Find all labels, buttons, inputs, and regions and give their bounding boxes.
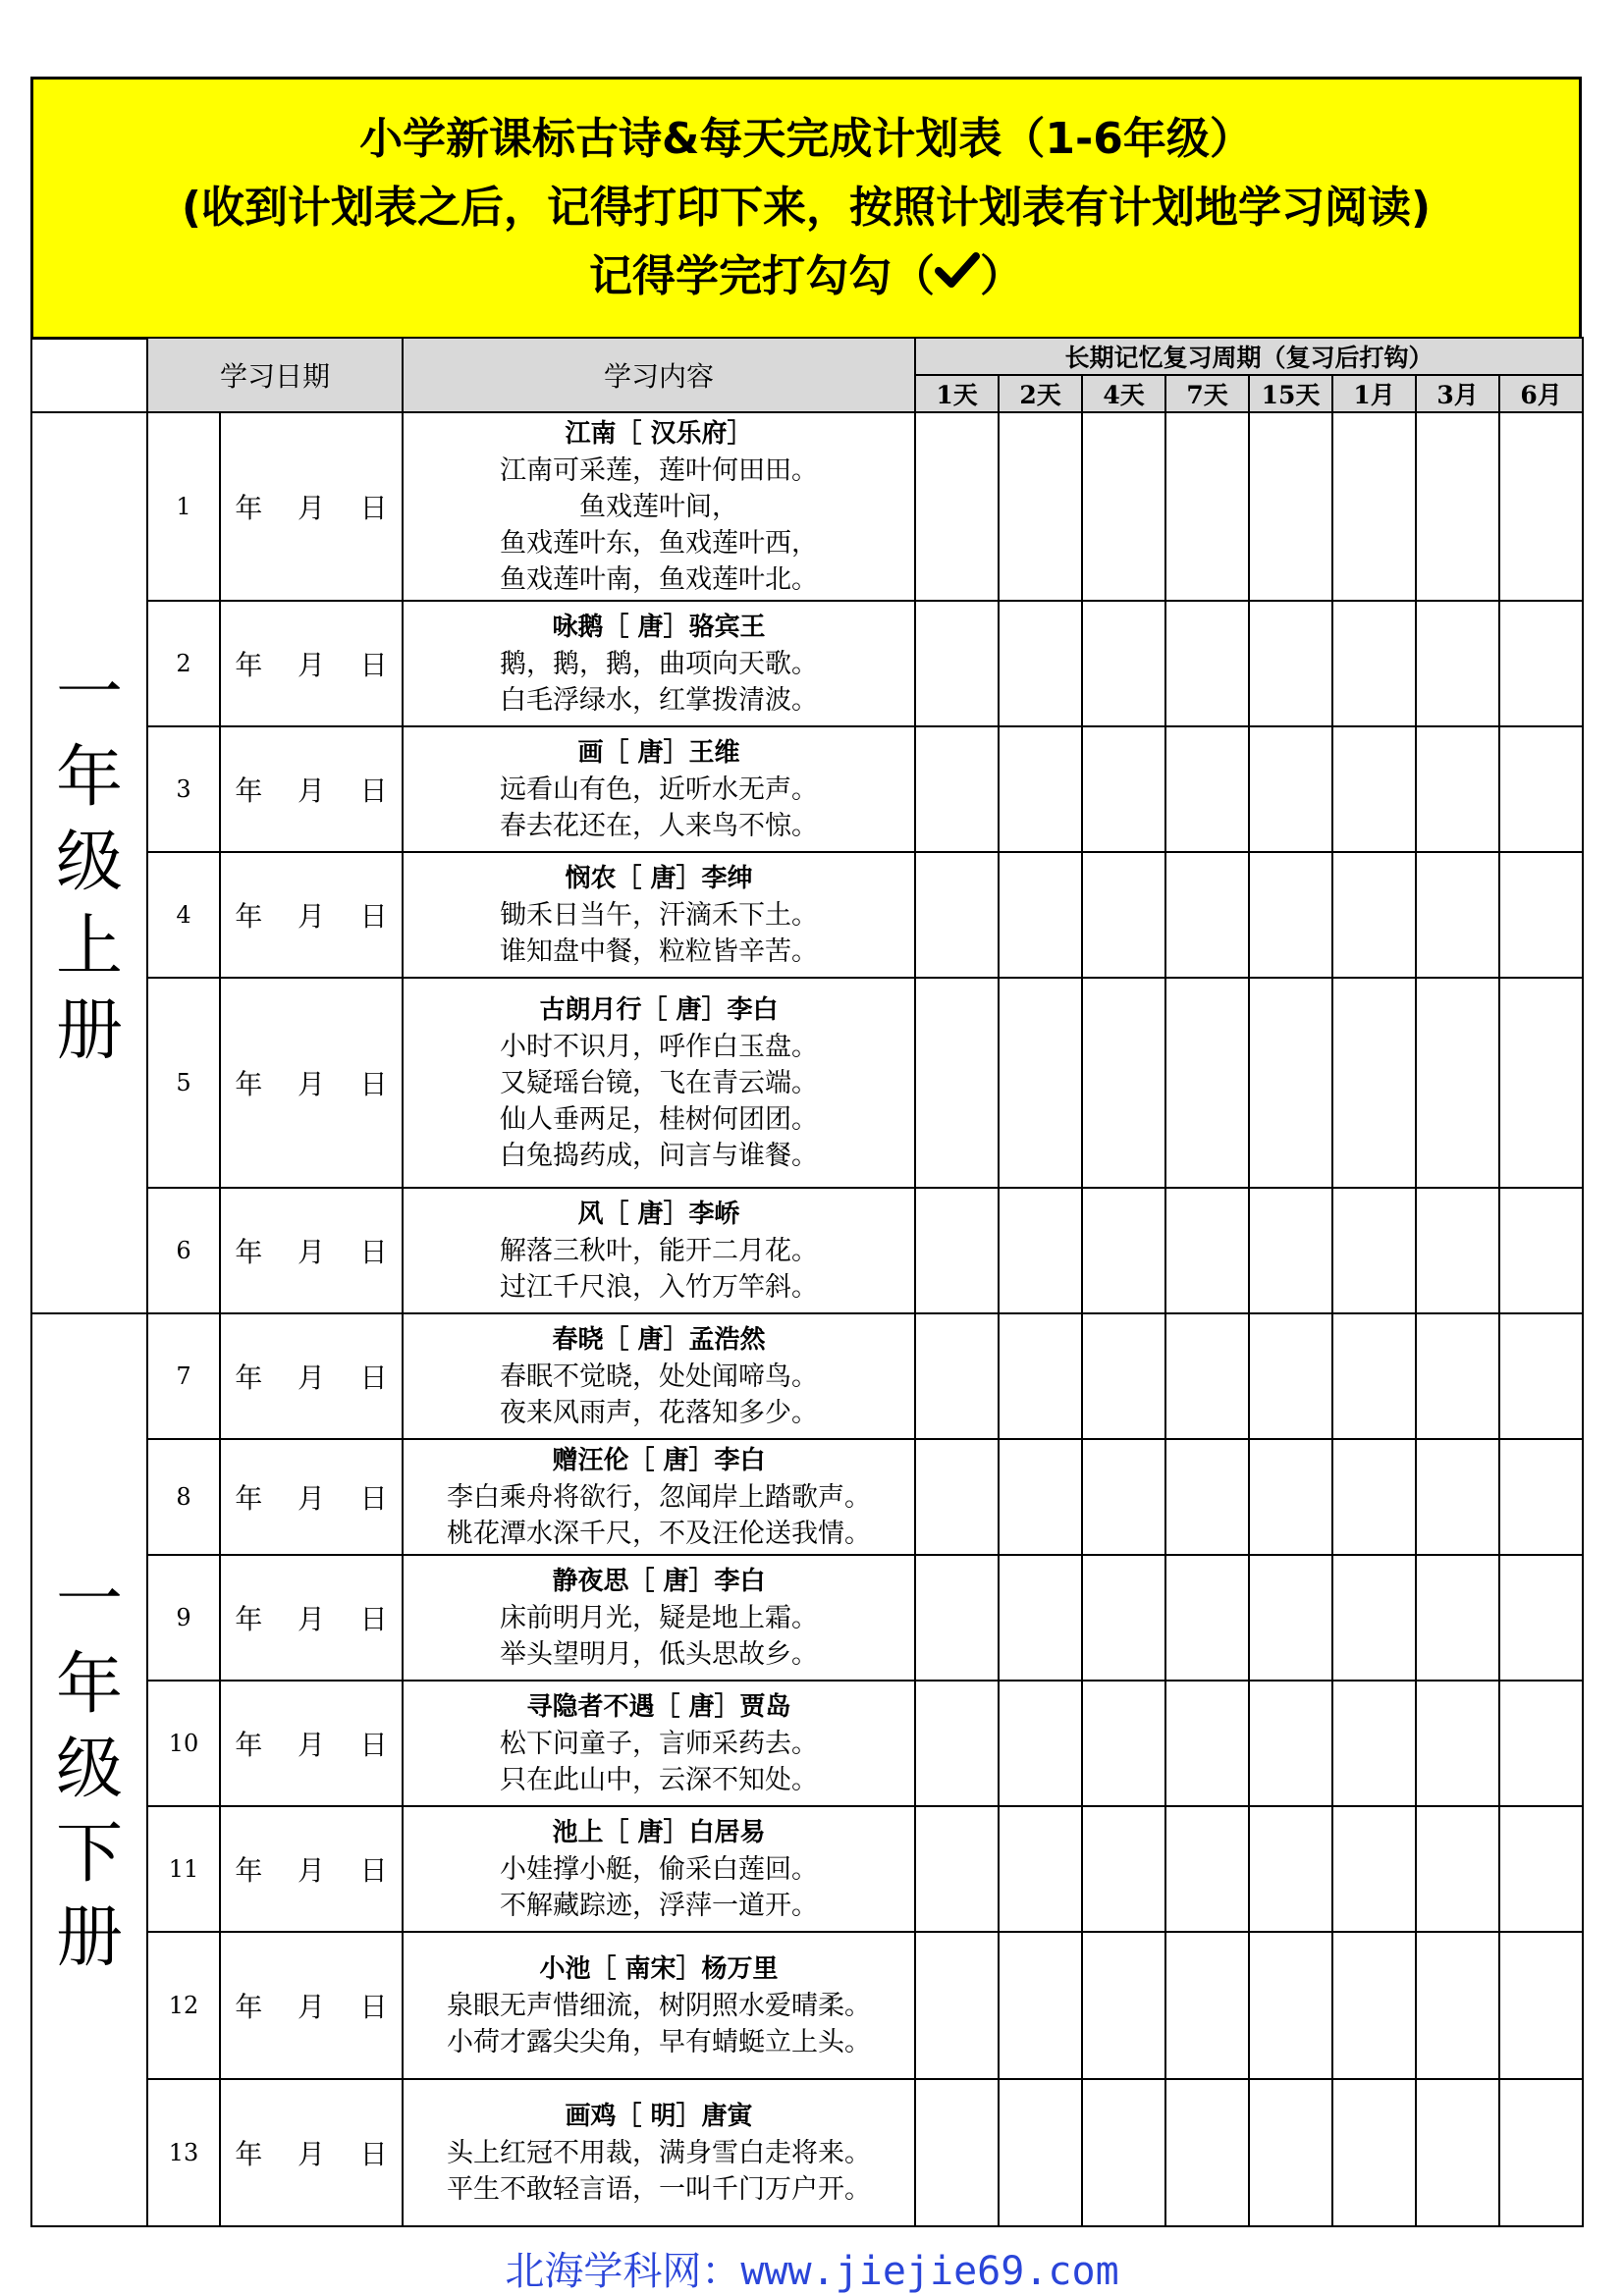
title-banner [30,77,1582,340]
table-row [31,1555,1583,1681]
poem-line: 锄禾日当午，汗滴禾下土。 [500,899,819,931]
review-checkbox-1[interactable] [915,1313,999,1439]
review-checkbox-7[interactable] [1416,1439,1499,1555]
review-checkbox-5[interactable] [1249,1313,1332,1439]
date-field[interactable]: 年 月 日 [220,1188,403,1313]
table-row [31,1313,1583,1439]
poem-line: 桃花潭水深千尺，不及汪伦送我情。 [447,1518,872,1549]
poem-line: 李白乘舟将欲行，忽闻岸上踏歌声。 [447,1481,872,1513]
review-checkbox-8[interactable] [1499,601,1583,726]
poem-line: 鱼戏莲叶南，鱼戏莲叶北。 [500,563,819,595]
table-row [31,1439,1583,1555]
review-checkbox-8[interactable] [1499,1313,1583,1439]
review-checkbox-2[interactable] [999,726,1082,852]
row-number: 10 [147,1681,220,1806]
row-number: 7 [147,1313,220,1439]
poem-line: 又疑瑶台镜，飞在青云端。 [500,1067,819,1098]
review-checkbox-2[interactable] [999,1932,1082,2079]
review-checkbox-1[interactable] [915,1188,999,1313]
poem-line: 夜来风雨声，花落知多少。 [500,1397,819,1428]
poem-content [403,601,915,726]
row-number: 3 [147,726,220,852]
review-checkbox-3[interactable] [1082,1313,1165,1439]
review-checkbox-1[interactable] [915,1555,999,1681]
review-checkbox-1[interactable] [915,2079,999,2226]
review-checkbox-6[interactable] [1332,1555,1416,1681]
review-checkbox-6[interactable] [1332,1313,1416,1439]
poem-content [403,1806,915,1932]
poem-line: 只在此山中，云深不知处。 [500,1764,819,1795]
date-field[interactable]: 年 月 日 [220,1439,403,1555]
date-field[interactable]: 年 月 日 [220,978,403,1188]
review-checkbox-5[interactable] [1249,852,1332,978]
review-checkbox-5[interactable] [1249,1932,1332,2079]
poem-title: 咏鹅［ 唐］骆宾王 [552,612,766,642]
table-row [31,2079,1583,2226]
poem-line: 谁知盘中餐，粒粒皆辛苦。 [500,935,819,967]
poem-line: 小荷才露尖尖角，早有蜻蜓立上头。 [447,2026,872,2057]
review-checkbox-2[interactable] [999,1806,1082,1932]
period-header-6: 1月 [1332,375,1416,412]
review-checkbox-4[interactable] [1165,978,1249,1188]
review-checkbox-8[interactable] [1499,1439,1583,1555]
review-checkbox-4[interactable] [1165,1681,1249,1806]
poem-title: 悯农［ 唐］李绅 [565,863,753,893]
poem-line: 泉眼无声惜细流，树阴照水爱晴柔。 [447,1990,872,2021]
table-row [31,1188,1583,1313]
row-number: 8 [147,1439,220,1555]
footer-watermark[interactable]: 北海学科网：www.jiejie69.com [505,2249,1119,2294]
review-checkbox-1[interactable] [915,852,999,978]
poem-title: 春晓［ 唐］孟浩然 [552,1324,766,1355]
title-line-1: 小学新课标古诗&每天完成计划表（1-6年级） [359,113,1253,164]
review-checkbox-7[interactable] [1416,2079,1499,2226]
poem-line: 白毛浮绿水，红掌拨清波。 [500,684,819,716]
review-checkbox-7[interactable] [1416,726,1499,852]
review-checkbox-8[interactable] [1499,1806,1583,1932]
review-checkbox-4[interactable] [1165,1555,1249,1681]
table-row [31,412,1583,601]
review-checkbox-7[interactable] [1416,1932,1499,2079]
review-checkbox-7[interactable] [1416,1681,1499,1806]
review-checkbox-7[interactable] [1416,1806,1499,1932]
row-number: 1 [147,412,220,601]
review-checkbox-1[interactable] [915,412,999,601]
date-field[interactable]: 年 月 日 [220,601,403,726]
review-checkbox-1[interactable] [915,726,999,852]
poem-title: 江南［ 汉乐府］ [565,418,753,449]
review-checkbox-3[interactable] [1082,2079,1165,2226]
review-checkbox-3[interactable] [1082,1188,1165,1313]
row-number: 6 [147,1188,220,1313]
review-checkbox-5[interactable] [1249,1681,1332,1806]
review-checkbox-3[interactable] [1082,1439,1165,1555]
table-row [31,978,1583,1188]
plan-table [30,337,1584,2227]
review-checkbox-5[interactable] [1249,1188,1332,1313]
table-row [31,1681,1583,1806]
review-checkbox-3[interactable] [1082,726,1165,852]
term-label-1: 一 年 级 上 册 [31,412,147,1313]
poem-content [403,1439,915,1555]
review-checkbox-2[interactable] [999,1555,1082,1681]
poem-line: 鱼戏莲叶间， [579,491,739,522]
review-checkbox-7[interactable] [1416,1555,1499,1681]
review-checkbox-8[interactable] [1499,1188,1583,1313]
poem-content [403,1313,915,1439]
poem-line: 远看山有色，近听水无声。 [500,774,819,805]
term-header-blank [31,338,147,412]
review-checkbox-3[interactable] [1082,412,1165,601]
review-checkbox-5[interactable] [1249,1806,1332,1932]
date-field[interactable]: 年 月 日 [220,852,403,978]
review-checkbox-5[interactable] [1249,601,1332,726]
term-label-2: 一 年 级 下 册 [31,1313,147,2226]
review-checkbox-8[interactable] [1499,412,1583,601]
review-checkbox-5[interactable] [1249,726,1332,852]
review-checkbox-4[interactable] [1165,1932,1249,2079]
review-checkbox-4[interactable] [1165,1313,1249,1439]
poem-line: 小时不识月，呼作白玉盘。 [500,1031,819,1062]
review-checkbox-6[interactable] [1332,1439,1416,1555]
review-checkbox-3[interactable] [1082,978,1165,1188]
poem-line: 松下问童子，言师采药去。 [500,1728,819,1759]
poem-title: 寻隐者不遇［ 唐］贾岛 [526,1691,791,1722]
review-checkbox-3[interactable] [1082,1555,1165,1681]
review-checkbox-4[interactable] [1165,1439,1249,1555]
plan-sheet [30,77,1582,2227]
review-checkbox-3[interactable] [1082,601,1165,726]
review-checkbox-2[interactable] [999,1188,1082,1313]
review-checkbox-1[interactable] [915,1439,999,1555]
review-checkbox-8[interactable] [1499,726,1583,852]
date-field[interactable]: 年 月 日 [220,726,403,852]
review-checkbox-6[interactable] [1332,1806,1416,1932]
review-checkbox-4[interactable] [1165,2079,1249,2226]
review-checkbox-7[interactable] [1416,1313,1499,1439]
table-row [31,601,1583,726]
poem-line: 平生不敢轻言语，一叫千门万户开。 [447,2173,872,2205]
review-checkbox-8[interactable] [1499,978,1583,1188]
review-checkbox-4[interactable] [1165,412,1249,601]
date-field[interactable]: 年 月 日 [220,1555,403,1681]
review-checkbox-1[interactable] [915,978,999,1188]
review-checkbox-7[interactable] [1416,412,1499,601]
period-header-5: 15天 [1249,375,1332,412]
review-checkbox-6[interactable] [1332,1681,1416,1806]
review-checkbox-5[interactable] [1249,412,1332,601]
review-checkbox-8[interactable] [1499,1932,1583,2079]
date-field[interactable]: 年 月 日 [220,1806,403,1932]
period-header-1: 1天 [915,375,999,412]
review-checkbox-1[interactable] [915,601,999,726]
title-line-2: (收到计划表之后，记得打印下来，按照计划表有计划地学习阅读) [181,182,1432,233]
review-checkbox-5[interactable] [1249,2079,1332,2226]
review-checkbox-3[interactable] [1082,1681,1165,1806]
review-checkbox-5[interactable] [1249,1439,1332,1555]
poem-line: 过江千尺浪，入竹万竿斜。 [500,1271,819,1303]
poem-line: 白兔捣药成，问言与谁餐。 [500,1140,819,1171]
title-line-3: 记得学完打勾勾（ ） [589,242,1023,312]
poem-title: 画［ 唐］王维 [577,737,740,768]
review-checkbox-1[interactable] [915,1932,999,2079]
review-checkbox-4[interactable] [1165,852,1249,978]
review-checkbox-6[interactable] [1332,1932,1416,2079]
review-checkbox-8[interactable] [1499,1555,1583,1681]
poem-content [403,978,915,1188]
date-field[interactable]: 年 月 日 [220,412,403,601]
poem-line: 解落三秋叶，能开二月花。 [500,1235,819,1266]
title-line-3-text: 记得学完打勾勾（ [589,250,935,301]
review-checkbox-4[interactable] [1165,601,1249,726]
review-checkbox-2[interactable] [999,978,1082,1188]
poem-content [403,1555,915,1681]
period-header-8: 6月 [1499,375,1583,412]
review-checkbox-2[interactable] [999,1439,1082,1555]
poem-title: 小池［ 南宋］杨万里 [539,1953,779,1984]
poem-line: 江南可采莲，莲叶何田田。 [500,454,819,486]
review-checkbox-6[interactable] [1332,2079,1416,2226]
review-checkbox-6[interactable] [1332,1188,1416,1313]
review-checkbox-3[interactable] [1082,1806,1165,1932]
review-checkbox-2[interactable] [999,1681,1082,1806]
date-field[interactable]: 年 月 日 [220,2079,403,2226]
row-number: 13 [147,2079,220,2226]
poem-title: 画鸡［ 明］唐寅 [565,2101,753,2131]
date-header: 学习日期 [147,338,403,412]
poem-content [403,1681,915,1806]
poem-line: 鹅，鹅，鹅，曲项向天歌。 [500,648,819,679]
row-number: 2 [147,601,220,726]
period-header-7: 3月 [1416,375,1499,412]
review-checkbox-2[interactable] [999,412,1082,601]
poem-content [403,2079,915,2226]
date-field[interactable]: 年 月 日 [220,1313,403,1439]
poem-title: 风［ 唐］李峤 [577,1199,740,1229]
table-row [31,1806,1583,1932]
review-checkbox-4[interactable] [1165,1806,1249,1932]
poem-content [403,412,915,601]
period-header-4: 7天 [1165,375,1249,412]
review-checkbox-7[interactable] [1416,978,1499,1188]
review-checkbox-1[interactable] [915,1806,999,1932]
checkmark-icon [935,243,980,312]
poem-line: 春眠不觉晓，处处闻啼鸟。 [500,1361,819,1392]
review-checkbox-2[interactable] [999,1313,1082,1439]
review-checkbox-3[interactable] [1082,852,1165,978]
review-checkbox-5[interactable] [1249,1555,1332,1681]
poem-title: 赠汪伦［ 唐］李白 [552,1445,766,1475]
plan-body [31,412,1583,2226]
review-checkbox-6[interactable] [1332,978,1416,1188]
date-field[interactable]: 年 月 日 [220,1681,403,1806]
review-checkbox-2[interactable] [999,2079,1082,2226]
row-number: 12 [147,1932,220,2079]
poem-line: 床前明月光，疑是地上霜。 [500,1602,819,1633]
review-checkbox-4[interactable] [1165,1188,1249,1313]
date-field[interactable]: 年 月 日 [220,1932,403,2079]
poem-title: 池上［ 唐］白居易 [552,1817,766,1847]
poem-content [403,1932,915,2079]
review-checkbox-3[interactable] [1082,1932,1165,2079]
poem-title: 静夜思［ 唐］李白 [552,1566,766,1596]
review-checkbox-1[interactable] [915,1681,999,1806]
table-row [31,726,1583,852]
period-header-3: 4天 [1082,375,1165,412]
review-checkbox-4[interactable] [1165,726,1249,852]
row-number: 9 [147,1555,220,1681]
review-checkbox-6[interactable] [1332,726,1416,852]
poem-line: 春去花还在，人来鸟不惊。 [500,810,819,841]
review-checkbox-2[interactable] [999,601,1082,726]
review-checkbox-7[interactable] [1416,601,1499,726]
poem-line: 鱼戏莲叶东，鱼戏莲叶西， [500,527,819,559]
review-checkbox-6[interactable] [1332,601,1416,726]
review-checkbox-6[interactable] [1332,412,1416,601]
review-header: 长期记忆复习周期（复习后打钩） [915,338,1583,375]
poem-line: 头上红冠不用裁，满身雪白走将来。 [447,2137,872,2168]
poem-title: 古朗月行［ 唐］李白 [539,994,779,1025]
poem-line: 小娃撑小艇，偷采白莲回。 [500,1853,819,1885]
review-checkbox-8[interactable] [1499,852,1583,978]
row-number: 11 [147,1806,220,1932]
review-checkbox-8[interactable] [1499,1681,1583,1806]
poem-line: 不解藏踪迹，浮萍一道开。 [500,1890,819,1921]
poem-line: 仙人垂两足，桂树何团团。 [500,1103,819,1135]
review-checkbox-6[interactable] [1332,852,1416,978]
review-checkbox-8[interactable] [1499,2079,1583,2226]
review-checkbox-2[interactable] [999,852,1082,978]
poem-content [403,726,915,852]
row-number: 5 [147,978,220,1188]
review-checkbox-5[interactable] [1249,978,1332,1188]
review-checkbox-7[interactable] [1416,852,1499,978]
poem-line: 举头望明月，低头思故乡。 [500,1638,819,1670]
poem-content [403,1188,915,1313]
period-header-2: 2天 [999,375,1082,412]
table-row [31,852,1583,978]
row-number: 4 [147,852,220,978]
table-row [31,1932,1583,2079]
content-header: 学习内容 [403,338,915,412]
review-checkbox-7[interactable] [1416,1188,1499,1313]
poem-content [403,852,915,978]
